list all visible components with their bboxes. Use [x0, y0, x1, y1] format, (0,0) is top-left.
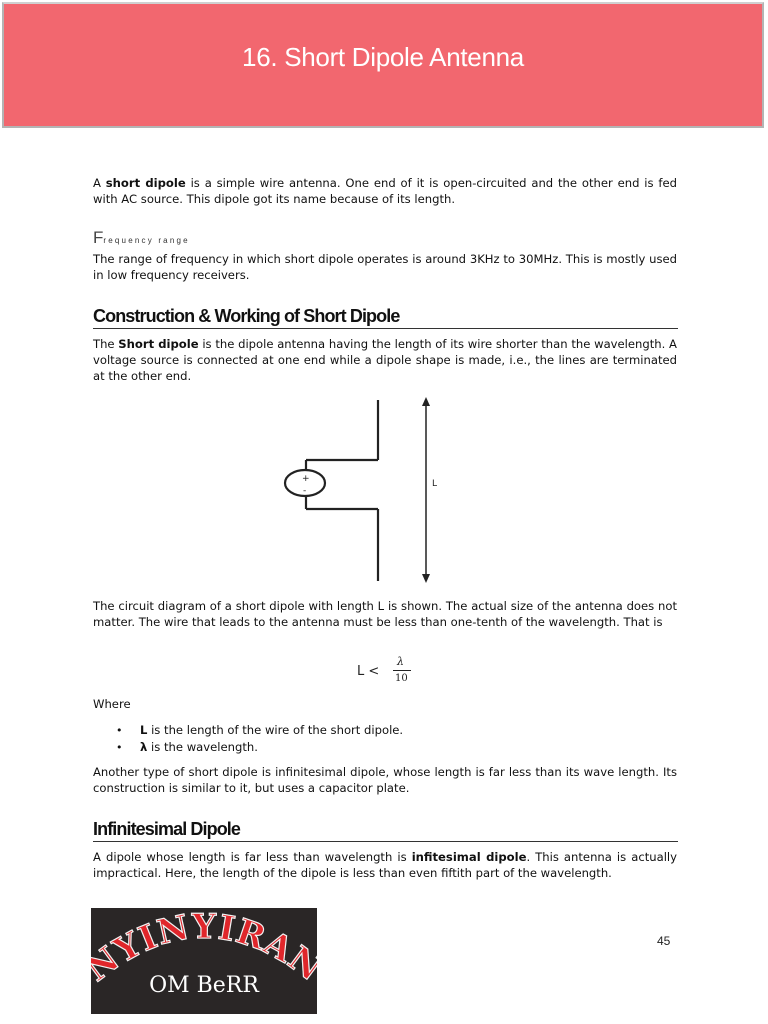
construction-heading: Construction & Working of Short Dipole — [93, 306, 678, 329]
logo-arc-text: YINYIRA — [107, 908, 301, 972]
formula-numerator: λ — [397, 655, 404, 668]
length-label: L — [432, 479, 438, 489]
infinitesimal-section — [93, 849, 677, 881]
list-item: • L is the length of the wire of the short dipole. — [116, 722, 403, 739]
frequency-paragraph: The range of frequency in which short dipole operates is around 3KHz to 30MHz. This is mostly used in low frequency receivers. — [93, 252, 677, 282]
publisher-logo — [91, 908, 317, 1014]
source-minus-sign: - — [303, 486, 307, 496]
another-type-paragraph: Another type of short dipole is infinitesimal dipole, whose length is far less than its wave length. Its construction is similar to it, but uses a capacitor plate. — [93, 765, 677, 795]
infinitesimal-dipole-term: infitesimal dipole — [411, 850, 527, 864]
formula-lhs: L < — [357, 664, 380, 679]
construction-paragraph: The Short dipole is the dipole antenna having the length of its wire shorter than the wavelength. A voltage source is connected at one end while a dipole shape is made, i.e., the lines are terminated at the other end. — [93, 337, 677, 383]
short-dipole-term: short dipole — [105, 176, 186, 190]
construction-section — [93, 336, 677, 384]
page-number: 45 — [657, 934, 671, 948]
length-formula — [357, 655, 417, 689]
fraction-bar — [393, 670, 411, 671]
frequency-range-label: Frequency range — [93, 228, 190, 247]
page-header — [2, 2, 764, 128]
infinitesimal-heading: Infinitesimal Dipole — [93, 819, 678, 842]
short-dipole-term-2: Short dipole — [118, 337, 199, 351]
short-dipole-diagram — [280, 395, 450, 585]
list-item: • λ is the wavelength. — [116, 739, 403, 756]
infinitesimal-paragraph: A dipole whose length is far less than wavelength is infitesimal dipole. This antenna is actually impractical. Here, the length of the dipole is less than even fiftith part of the wavelength. — [93, 850, 678, 880]
where-label: Where — [93, 697, 131, 711]
length-arrow-top — [422, 397, 430, 406]
page-title: 16. Short Dipole Antenna — [242, 42, 524, 72]
logo-subtext: OM BeRR — [149, 973, 259, 998]
intro-section — [93, 175, 677, 207]
length-arrow-bottom — [422, 574, 430, 583]
another-type-section — [93, 764, 677, 796]
circuit-description-paragraph: The circuit diagram of a short dipole with length L is shown. The actual size of the antenna does not matter. The wire that leads to the antenna must be less than one-tenth of the wavelength. That is — [93, 599, 677, 629]
formula-denominator: 10 — [395, 673, 408, 684]
circuit-description-section — [93, 598, 677, 630]
frequency-section — [93, 251, 677, 283]
definitions-list — [116, 722, 403, 756]
where-section — [93, 696, 677, 712]
logo-artwork — [91, 908, 317, 1014]
intro-paragraph: A short dipole is a simple wire antenna. One end of it is open-circuited and the other end is fed with AC source. This dipole got its name because of its length. — [93, 176, 677, 206]
source-plus-sign: + — [302, 474, 310, 484]
